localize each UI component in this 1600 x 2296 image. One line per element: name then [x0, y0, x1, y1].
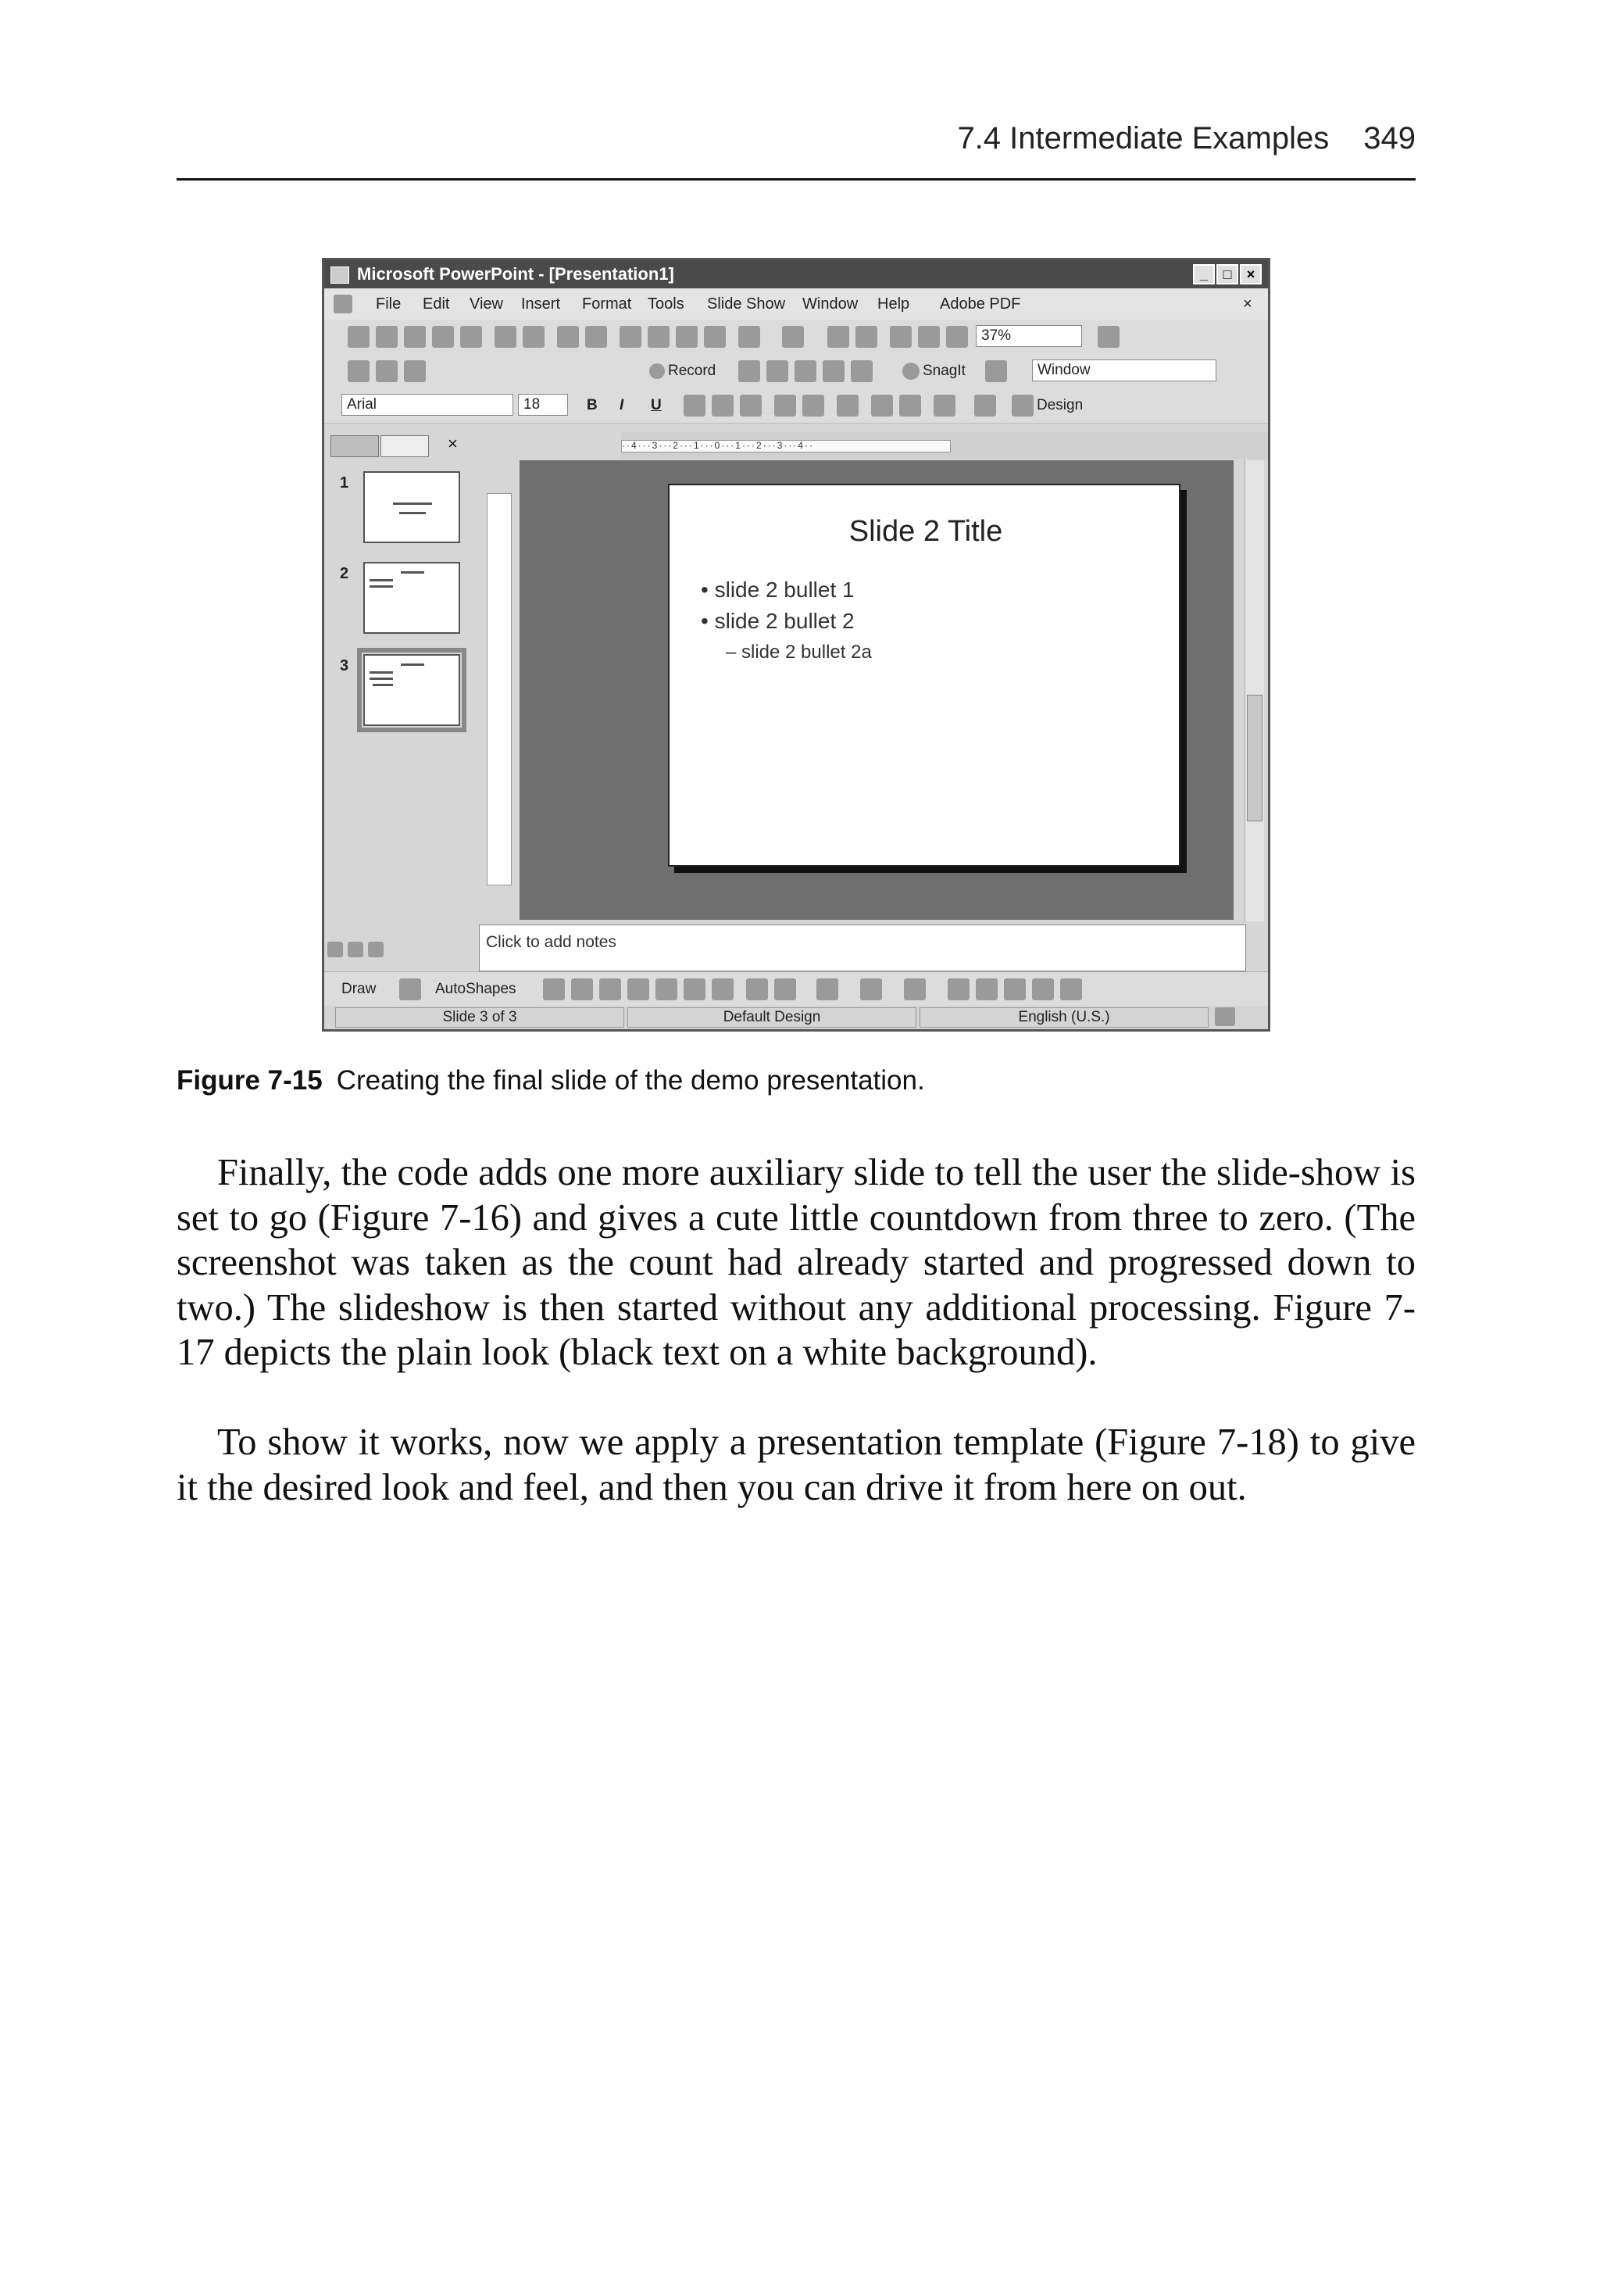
slide-bullet: • slide 2 bullet 2 [701, 609, 855, 633]
page-number: 349 [1363, 121, 1416, 156]
autoshapes-menu-button[interactable]: AutoShapes [435, 981, 516, 997]
spelling-icon[interactable] [557, 326, 579, 348]
menu-insert[interactable]: Insert [521, 295, 561, 313]
decrease-indent-icon[interactable] [871, 395, 893, 417]
snagit-capture-icon[interactable] [985, 360, 1007, 382]
thumbnail-number: 1 [340, 474, 349, 492]
macro-icon[interactable] [738, 360, 760, 382]
maximize-icon[interactable]: □ [1216, 264, 1238, 284]
menu-window[interactable]: Window [802, 295, 859, 313]
arrow-style-icon[interactable] [1004, 978, 1026, 1000]
zoom-select[interactable]: 37% [976, 325, 1082, 347]
vertical-scrollbar[interactable] [1245, 460, 1264, 921]
snagit-profile-select[interactable]: Window [1032, 359, 1216, 381]
status-slide-count: Slide 3 of 3 [335, 1007, 624, 1028]
close-icon[interactable]: × [1240, 264, 1262, 284]
pdf-review-icon[interactable] [404, 360, 426, 382]
save-icon[interactable] [404, 326, 426, 348]
pdf-email-icon[interactable] [376, 360, 398, 382]
close-pane-icon[interactable]: × [448, 434, 458, 453]
record-icon [649, 363, 665, 379]
powerpoint-app-icon [330, 266, 349, 284]
slide-bullet: • slide 2 bullet 1 [701, 578, 855, 602]
document-icon [334, 295, 352, 313]
snagit-icon [902, 363, 920, 380]
current-slide[interactable] [668, 484, 1180, 867]
font-color-icon[interactable] [934, 395, 955, 417]
section-title: 7.4 Intermediate Examples [957, 121, 1330, 156]
picture-icon[interactable] [774, 978, 796, 1000]
menu-file[interactable]: File [376, 295, 402, 313]
expand-all-icon[interactable] [890, 326, 912, 348]
caption-text: Creating the final slide of the demo presentation. [336, 1065, 925, 1096]
slide-thumbnail-3[interactable] [363, 654, 460, 726]
font-size-select[interactable]: 18 [518, 394, 568, 416]
menu-adobe-pdf[interactable]: Adobe PDF [940, 295, 1021, 313]
email-icon[interactable] [460, 326, 482, 348]
clip-art-icon[interactable] [746, 978, 768, 1000]
menu-format[interactable]: Format [582, 295, 632, 313]
line-icon[interactable] [543, 978, 565, 1000]
normal-view-icon[interactable] [327, 942, 343, 957]
grayscale-icon[interactable] [946, 326, 968, 348]
window-titlebar [324, 260, 1268, 288]
align-center-icon[interactable] [712, 395, 734, 417]
status-design: Default Design [627, 1007, 916, 1028]
oval-icon[interactable] [627, 978, 649, 1000]
line-color-icon[interactable] [860, 978, 882, 1000]
slide-thumbnail-2[interactable] [363, 562, 460, 634]
standard-toolbar [324, 320, 1268, 355]
menu-bar [324, 288, 1268, 320]
security-icon[interactable] [766, 360, 788, 382]
italic-button[interactable]: I [620, 397, 624, 413]
paste-icon[interactable] [676, 326, 698, 348]
diagram-icon[interactable] [712, 978, 734, 1000]
slide-title[interactable]: Slide 2 Title [848, 515, 1003, 548]
print-preview-icon[interactable] [523, 326, 545, 348]
thumbnail-number: 3 [340, 657, 349, 674]
show-grid-icon[interactable] [918, 326, 940, 348]
pdf-convert-icon[interactable] [348, 360, 370, 382]
copy-icon[interactable] [648, 326, 670, 348]
notes-placeholder[interactable]: Click to add notes [486, 933, 616, 951]
slide-layout-icon[interactable] [974, 395, 996, 417]
snagit-button[interactable]: SnagIt [923, 363, 966, 379]
vertical-ruler [487, 493, 512, 885]
shadow-icon[interactable] [1032, 978, 1054, 1000]
horizontal-ruler [621, 432, 1268, 459]
draw-menu-button[interactable]: Draw [341, 981, 377, 997]
formatting-toolbar [324, 388, 1268, 424]
wordart-icon[interactable] [684, 978, 705, 1000]
menu-help[interactable]: Help [877, 295, 910, 313]
header-rule [177, 178, 1416, 181]
bold-button[interactable]: B [587, 397, 598, 413]
view-buttons [327, 942, 476, 965]
slide-sorter-icon[interactable] [348, 942, 363, 957]
reviewing-toolbar [324, 354, 1268, 389]
window-title: Microsoft PowerPoint - [Presentation1] [357, 264, 674, 284]
menu-edit[interactable]: Edit [423, 295, 450, 313]
drawing-toolbar [324, 971, 1268, 1007]
slides-tab-icon[interactable] [380, 435, 429, 457]
body-paragraph-2: To show it works, now we apply a presentation template (Figure 7-18) to give it the desired look and feel, and then you can drive it from here on out. [177, 1422, 1416, 1508]
format-painter-icon[interactable] [704, 326, 726, 348]
figure-screenshot [322, 258, 1270, 1032]
bullets-icon[interactable] [802, 395, 824, 417]
ruler-strip: ··4···3···2···1···0···1···2···3···4·· [621, 440, 951, 452]
slide-thumbnails-pane [327, 462, 480, 923]
slide-thumbnail-1[interactable] [363, 471, 460, 543]
menu-view[interactable]: View [470, 295, 503, 313]
arrow-icon[interactable] [571, 978, 593, 1000]
3d-icon[interactable] [1060, 978, 1082, 1000]
menu-tools[interactable]: Tools [648, 295, 684, 313]
rectangle-icon[interactable] [599, 978, 621, 1000]
new-icon[interactable] [348, 326, 370, 348]
menu-slide-show[interactable]: Slide Show [707, 295, 786, 313]
increase-indent-icon[interactable] [899, 395, 921, 417]
slide-sub-bullet[interactable]: – slide 2 bullet 2a [726, 642, 872, 663]
increase-font-icon[interactable] [837, 395, 859, 417]
script-editor-icon[interactable] [851, 360, 873, 382]
thumbnail-number: 2 [340, 565, 349, 582]
close-document-icon[interactable]: × [1243, 295, 1252, 313]
running-header [177, 121, 1416, 159]
line-style-icon[interactable] [948, 978, 970, 1000]
permission-icon[interactable] [432, 326, 454, 348]
fill-color-icon[interactable] [816, 978, 838, 1000]
figure-caption [177, 1065, 1416, 1096]
scrollbar-thumb[interactable] [1247, 695, 1262, 821]
pane-tabs [330, 434, 487, 457]
open-icon[interactable] [376, 326, 398, 348]
dash-style-icon[interactable] [976, 978, 998, 1000]
minimize-icon[interactable]: _ [1193, 264, 1215, 284]
design-icon [1012, 395, 1034, 417]
insert-chart-icon[interactable] [827, 326, 849, 348]
print-icon[interactable] [495, 326, 516, 348]
spelling-status-icon[interactable] [1215, 1007, 1235, 1026]
caption-label: Figure 7-15 [177, 1065, 323, 1096]
redo-icon[interactable] [782, 326, 804, 348]
status-language: English (U.S.) [920, 1007, 1209, 1028]
align-left-icon[interactable] [684, 395, 705, 417]
outline-tab-icon[interactable] [330, 435, 379, 457]
undo-icon[interactable] [738, 326, 760, 348]
underline-button[interactable]: U [651, 397, 662, 413]
notes-pane[interactable] [479, 924, 1246, 971]
align-right-icon[interactable] [740, 395, 762, 417]
record-button[interactable]: Record [668, 363, 716, 379]
design-button[interactable]: Design [1037, 397, 1084, 413]
control-toolbox-icon[interactable] [823, 360, 845, 382]
slide-show-icon[interactable] [368, 942, 384, 957]
slide-editing-area [520, 460, 1234, 920]
status-bar [324, 1006, 1268, 1029]
insert-table-icon[interactable] [855, 326, 877, 348]
research-icon[interactable] [585, 326, 607, 348]
body-paragraph-1: Finally, the code adds one more auxiliary slide to tell the user the slide-show is set to go (Figure 7-16) and gives a cute little countdown from three to zero. (The screenshot was taken as the count had already started and progressed down to two.) The slideshow is then started without any additional processing. Figure 7-17 depicts the plain look (black text on a white background). [177, 1152, 1416, 1373]
textbox-icon[interactable] [655, 978, 677, 1000]
visual-basic-icon[interactable] [795, 360, 816, 382]
help-icon[interactable] [1098, 326, 1120, 348]
select-objects-icon[interactable] [399, 978, 421, 1000]
font-name-select[interactable]: Arial [341, 394, 513, 416]
numbering-icon[interactable] [774, 395, 796, 417]
draw-font-color-icon[interactable] [904, 978, 926, 1000]
cut-icon[interactable] [620, 326, 641, 348]
